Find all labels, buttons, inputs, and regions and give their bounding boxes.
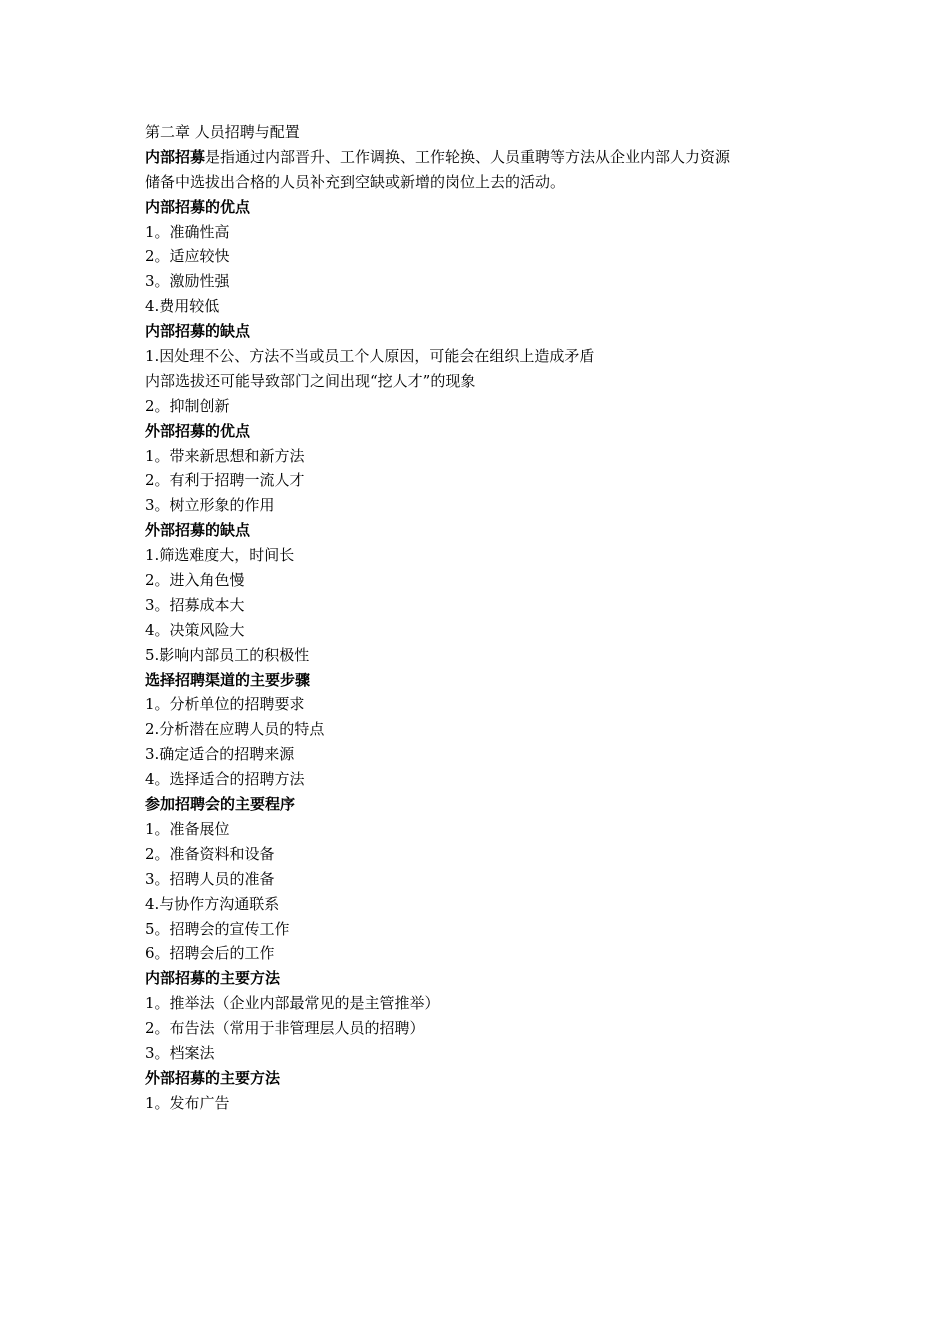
section-heading: 外部招募的主要方法 — [145, 1068, 281, 1087]
list-item: 2。适应较快 — [145, 247, 230, 266]
list-item: 5。招聘会的宣传工作 — [145, 919, 290, 938]
list-item: 3。激励性强 — [145, 272, 230, 291]
list-item: 5.影响内部员工的积极性 — [145, 645, 310, 664]
chapter-title: 第二章 人员招聘与配置 — [145, 123, 300, 141]
list-item: 4。决策风险大 — [145, 620, 245, 639]
list-item: 2。进入角色慢 — [145, 571, 245, 590]
document-page — [145, 120, 825, 1116]
list-item: 1。发布广告 — [145, 1093, 230, 1112]
intro-text-line-2: 储备中选拔出合格的人员补充到空缺或新增的岗位上去的活动。 — [145, 172, 566, 191]
list-item: 6。招聘会后的工作 — [145, 944, 275, 963]
list-item: 4.费用较低 — [145, 297, 220, 316]
section-heading: 选择招聘渠道的主要步骤 — [145, 670, 311, 689]
list-item: 4.与协作方沟通联系 — [145, 894, 280, 913]
list-item: 1。分析单位的招聘要求 — [145, 695, 305, 714]
list-item: 2。准备资料和设备 — [145, 844, 275, 863]
list-item: 1.因处理不公、方法不当或员工个人原因，可能会在组织上造成矛盾 — [145, 347, 595, 366]
section-heading: 外部招募的优点 — [145, 421, 251, 440]
list-item: 2。抑制创新 — [145, 396, 230, 415]
list-item: 1.筛选难度大，时间长 — [145, 546, 295, 565]
list-item: 4。选择适合的招聘方法 — [145, 770, 305, 789]
list-item: 1。准确性高 — [145, 222, 230, 241]
intro-text-line-1: 是指通过内部晋升、工作调换、工作轮换、人员重聘等方法从企业内部人力资源 — [205, 147, 731, 166]
list-item: 3。档案法 — [145, 1043, 215, 1062]
list-item: 3。树立形象的作用 — [145, 496, 275, 515]
intro-paragraph — [145, 145, 825, 195]
list-item: 1。带来新思想和新方法 — [145, 446, 305, 465]
section-heading: 内部招募的缺点 — [145, 322, 251, 341]
section-heading: 内部招募的主要方法 — [145, 969, 281, 988]
intro-term: 内部招募 — [145, 147, 206, 166]
list-item: 1。推举法（企业内部最常见的是主管推举） — [145, 994, 440, 1013]
list-item: 1。准备展位 — [145, 819, 230, 838]
list-item: 3。招募成本大 — [145, 595, 245, 614]
section-heading: 参加招聘会的主要程序 — [145, 795, 296, 814]
list-item: 内部选拔还可能导致部门之间出现“挖人才”的现象 — [145, 371, 476, 390]
list-item: 3.确定适合的招聘来源 — [145, 745, 295, 764]
sections-container — [145, 195, 825, 1116]
section-heading: 内部招募的优点 — [145, 197, 251, 216]
list-item: 3。招聘人员的准备 — [145, 869, 275, 888]
list-item: 2。有利于招聘一流人才 — [145, 471, 305, 490]
list-item: 2.分析潜在应聘人员的特点 — [145, 720, 325, 739]
section-heading: 外部招募的缺点 — [145, 521, 251, 540]
list-item: 2。布告法（常用于非管理层人员的招聘） — [145, 1019, 425, 1038]
